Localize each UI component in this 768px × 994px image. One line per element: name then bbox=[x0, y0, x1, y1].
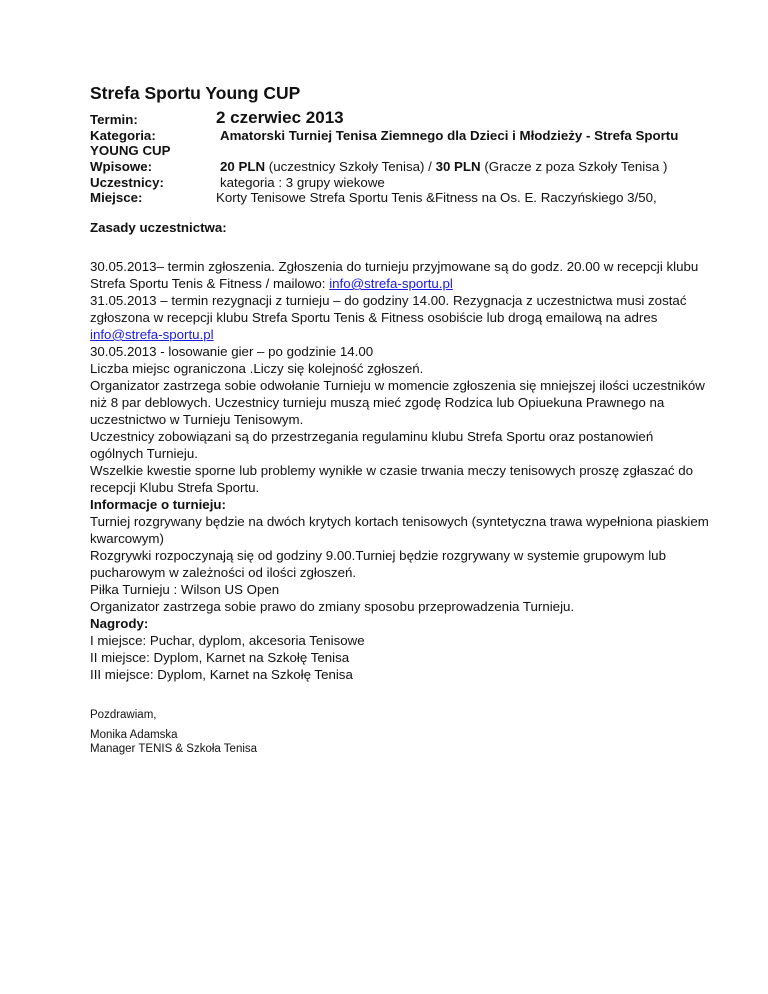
miejsce-label: Miejsce: bbox=[90, 190, 143, 205]
zasady-heading: Zasady uczestnictwa: bbox=[90, 220, 227, 235]
paragraph-organizer: Organizator zastrzega sobie odwołanie Turnieju w momencie zgłoszenia się mniejszej ilości uczestników niż 8 par deblowych. Uczestnicy turnieju muszą mieć zgodę Rodzica lub Opiuekuna Prawnego na uczestnictwo w Turnieju Tenisowym. bbox=[90, 378, 705, 427]
wpisowe-amount-external: 30 PLN bbox=[435, 159, 481, 174]
paragraph-registration bbox=[90, 258, 710, 292]
signer-title: Manager TENIS & Szkoła Tenisa bbox=[90, 743, 258, 755]
email-link[interactable]: info@strefa-sportu.pl bbox=[90, 327, 214, 342]
paragraph-schedule: Rozgrywki rozpoczynają się od godziny 9.00.Turniej będzie rozgrywany w systemie grupowym lub pucharowym w zależności od ilości zgłoszeń. bbox=[90, 548, 666, 580]
signer-name: Monika Adamska bbox=[90, 729, 178, 741]
wpisowe-label: Wpisowe: bbox=[90, 159, 153, 174]
paragraph-changes: Organizator zastrzega sobie prawo do zmiany sposobu przeprowadzenia Turnieju. bbox=[90, 599, 575, 614]
email-link[interactable]: info@strefa-sportu.pl bbox=[329, 276, 453, 291]
prize-second: II miejsce: Dyplom, Karnet na Szkołę Tenisa bbox=[90, 650, 350, 665]
paragraph-resignation bbox=[90, 292, 710, 343]
kategoria-value: Amatorski Turniej Tenisa Ziemnego dla Dzieci i Młodzieży - Strefa Sportu bbox=[220, 128, 679, 143]
wpisowe-text-external: (Gracze z poza Szkoły Tenisa ) bbox=[480, 159, 668, 174]
document-title: Strefa Sportu Young CUP bbox=[90, 83, 301, 103]
uczestnicy-value: kategoria : 3 grupy wiekowe bbox=[220, 175, 385, 190]
kategoria-label: Kategoria: bbox=[90, 128, 156, 143]
greeting: Pozdrawiam, bbox=[90, 709, 157, 721]
prize-first: I miejsce: Puchar, dyplom, akcesoria Tenisowe bbox=[90, 633, 365, 648]
paragraph-ball: Piłka Turnieju : Wilson US Open bbox=[90, 582, 280, 597]
termin-label: Termin: bbox=[90, 112, 138, 127]
wpisowe-text-school: (uczestnicy Szkoły Tenisa) / bbox=[265, 159, 436, 174]
paragraph-draw: 30.05.2013 - losowanie gier – po godzinie 14.00 bbox=[90, 344, 374, 359]
wpisowe-value bbox=[220, 159, 667, 174]
resignation-text: 31.05.2013 – termin rezygnacji z turnieju – do godziny 14.00. Rezygnacja z uczestnictwa musi zostać zgłoszona w recepcji klubu Strefa Sportu Tenis & Fitness osobiście lub drogą emailową na adres bbox=[90, 293, 687, 325]
wpisowe-amount-school: 20 PLN bbox=[220, 159, 266, 174]
prizes-heading: Nagrody: bbox=[90, 616, 149, 631]
registration-text: 30.05.2013– termin zgłoszenia. Zgłoszenia do turnieju przyjmowane są do godz. 20.00 w recepcji klubu Strefa Sportu Tenis & Fitness / mailowo: bbox=[90, 259, 699, 291]
paragraph-courts: Turniej rozgrywany będzie na dwóch krytych kortach tenisowych (syntetyczna trawa wypełniona piaskiem kwarcowym) bbox=[90, 514, 709, 546]
uczestnicy-label: Uczestnicy: bbox=[90, 175, 164, 190]
paragraph-limit: Liczba miejsc ograniczona .Liczy się kolejność zgłoszeń. bbox=[90, 361, 424, 376]
paragraph-disputes: Wszelkie kwestie sporne lub problemy wynikłe w czasie trwania meczy tenisowych proszę zgłaszać do recepcji Klubu Strefa Sportu. bbox=[90, 463, 694, 495]
prize-third: III miejsce: Dyplom, Karnet na Szkołę Tenisa bbox=[90, 667, 353, 682]
paragraph-rules: Uczestnicy zobowiązani są do przestrzegania regulaminu klubu Strefa Sportu oraz postanowień ogólnych Turnieju. bbox=[90, 429, 654, 461]
termin-value: 2 czerwiec 2013 bbox=[216, 108, 344, 127]
miejsce-value: Korty Tenisowe Strefa Sportu Tenis &Fitness na Os. E. Raczyńskiego 3/50, bbox=[216, 190, 657, 205]
info-heading: Informacje o turnieju: bbox=[90, 497, 226, 512]
kategoria-continuation: YOUNG CUP bbox=[90, 143, 171, 158]
document-body bbox=[90, 258, 710, 683]
